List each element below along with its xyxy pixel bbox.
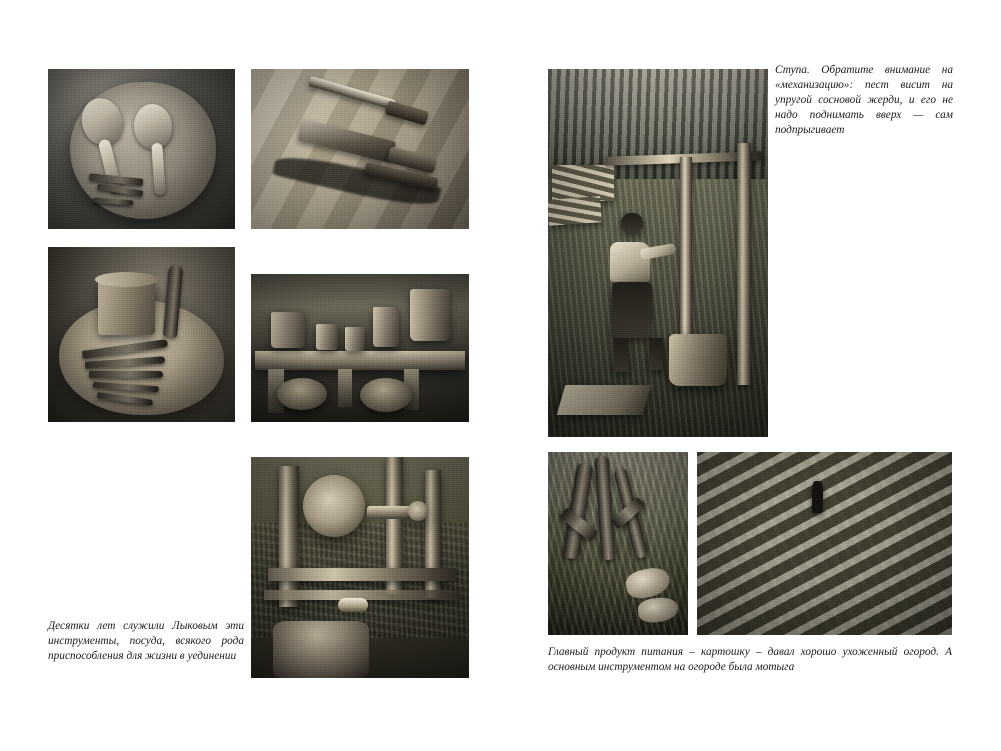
photo-vessels	[251, 274, 469, 422]
photo-birchbark-box	[48, 247, 235, 422]
photo-grindstone	[251, 457, 469, 678]
photo-mortar-man	[548, 69, 768, 437]
caption-bottom-right: Главный продукт питания – картошку – давал хорошо ухоженный огород. А основным инструментом на огороде была мотыга	[548, 646, 952, 673]
photo-spoons	[48, 69, 235, 229]
photo-hoes	[548, 452, 688, 635]
caption-top-right: Ступа. Обратите внимание на «механизацию»: пест висит на упругой сосновой жерди, и его не надо поднимать вверх — сам подпрыгивает	[775, 64, 953, 136]
photo-potato-field	[697, 452, 952, 635]
photo-knives	[251, 69, 469, 229]
caption-bottom-left: Десятки лет служили Лыковым эти инструменты, посуда, всякого рода приспособления для жизни в уединении	[48, 620, 244, 662]
